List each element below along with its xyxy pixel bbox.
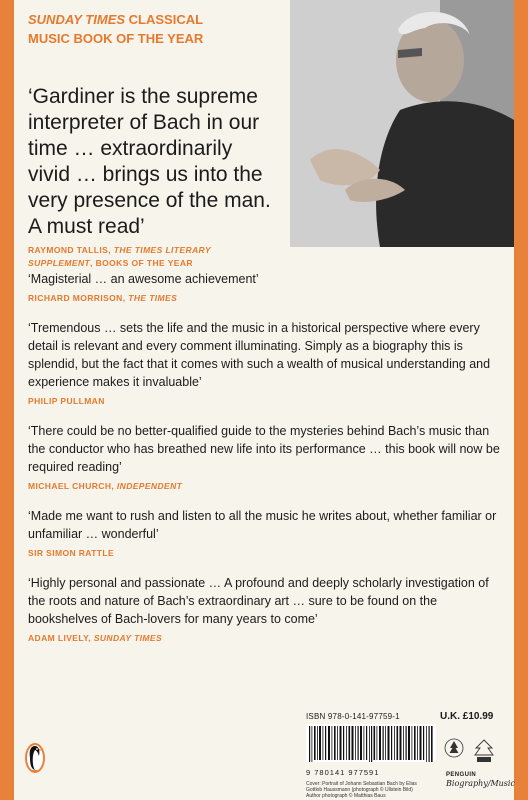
review-quote: ‘There could be no better-qualified guide to the mysteries behind Bach’s music than the conductor who has breathed new life into its performance … this book will now be required reading’ MICHAEL CHURCH, INDEPENDENT	[28, 424, 500, 491]
review-quote: ‘Tremendous … sets the life and the music in a historical perspective where every detail is relevant and every comment illuminating. Simply as a biography this is splendid, but the fact that it comes with such a wealth of musical understanding and experience makes it invaluable’ PHILIP PULLMAN	[28, 321, 491, 406]
penguin-logo-icon	[24, 742, 46, 774]
publisher-block	[446, 772, 515, 788]
award-banner: SUNDAY TIMES CLASSICAL MUSIC BOOK OF THE YEAR	[28, 12, 204, 46]
barcode-icon	[306, 724, 436, 762]
author-photo	[290, 0, 514, 247]
barcode-number: 9 780141 977591	[306, 768, 380, 777]
publisher-name: PENGUIN	[446, 772, 477, 778]
fsc-icon	[475, 740, 493, 762]
woodland-trust-icon	[445, 739, 463, 757]
author-photo-image	[290, 0, 514, 247]
cover-footer	[14, 690, 514, 800]
review-quote: ‘Made me want to rush and listen to all the music he writes about, whether familiar or unfamiliar … wonderful’ SIR SIMON RATTLE	[28, 509, 497, 558]
featured-quote-text: ‘Gardiner is the supreme interpreter of Bach in our time … extraordinarily vivid … brings us into the very presence of the man. A must read’	[28, 85, 271, 238]
price: U.K. £10.99	[440, 711, 494, 722]
isbn-block	[306, 712, 436, 799]
certification-logos	[442, 736, 506, 766]
publisher-category: Biography/Music	[446, 779, 515, 788]
isbn-text: ISBN 978-0-141-97759-1	[306, 712, 400, 721]
featured-quote	[28, 84, 278, 270]
review-quotes	[28, 270, 508, 659]
review-quote: ‘Magisterial … an awesome achievement’ RICHARD MORRISON, THE TIMES	[28, 272, 259, 303]
featured-quote-attribution: RAYMOND TALLIS, THE TIMES LITERARY SUPPLEMENT, BOOKS OF THE YEAR	[28, 245, 211, 268]
back-cover	[14, 0, 514, 800]
cover-credits: Cover: Portrait of Johann Sebastian Bach by Elias Gottlob Haussmann (photograph © Ullstein Bild) Author photograph © Matthias Baus	[306, 781, 417, 799]
review-quote: ‘Highly personal and passionate … A profound and deeply scholarly investigation of the roots and nature of Bach’s extraordinary art … sure to be found on the bookshelves of Bach-lovers for many years to come’ ADAM LIVELY, SUNDAY TIMES	[28, 576, 489, 643]
